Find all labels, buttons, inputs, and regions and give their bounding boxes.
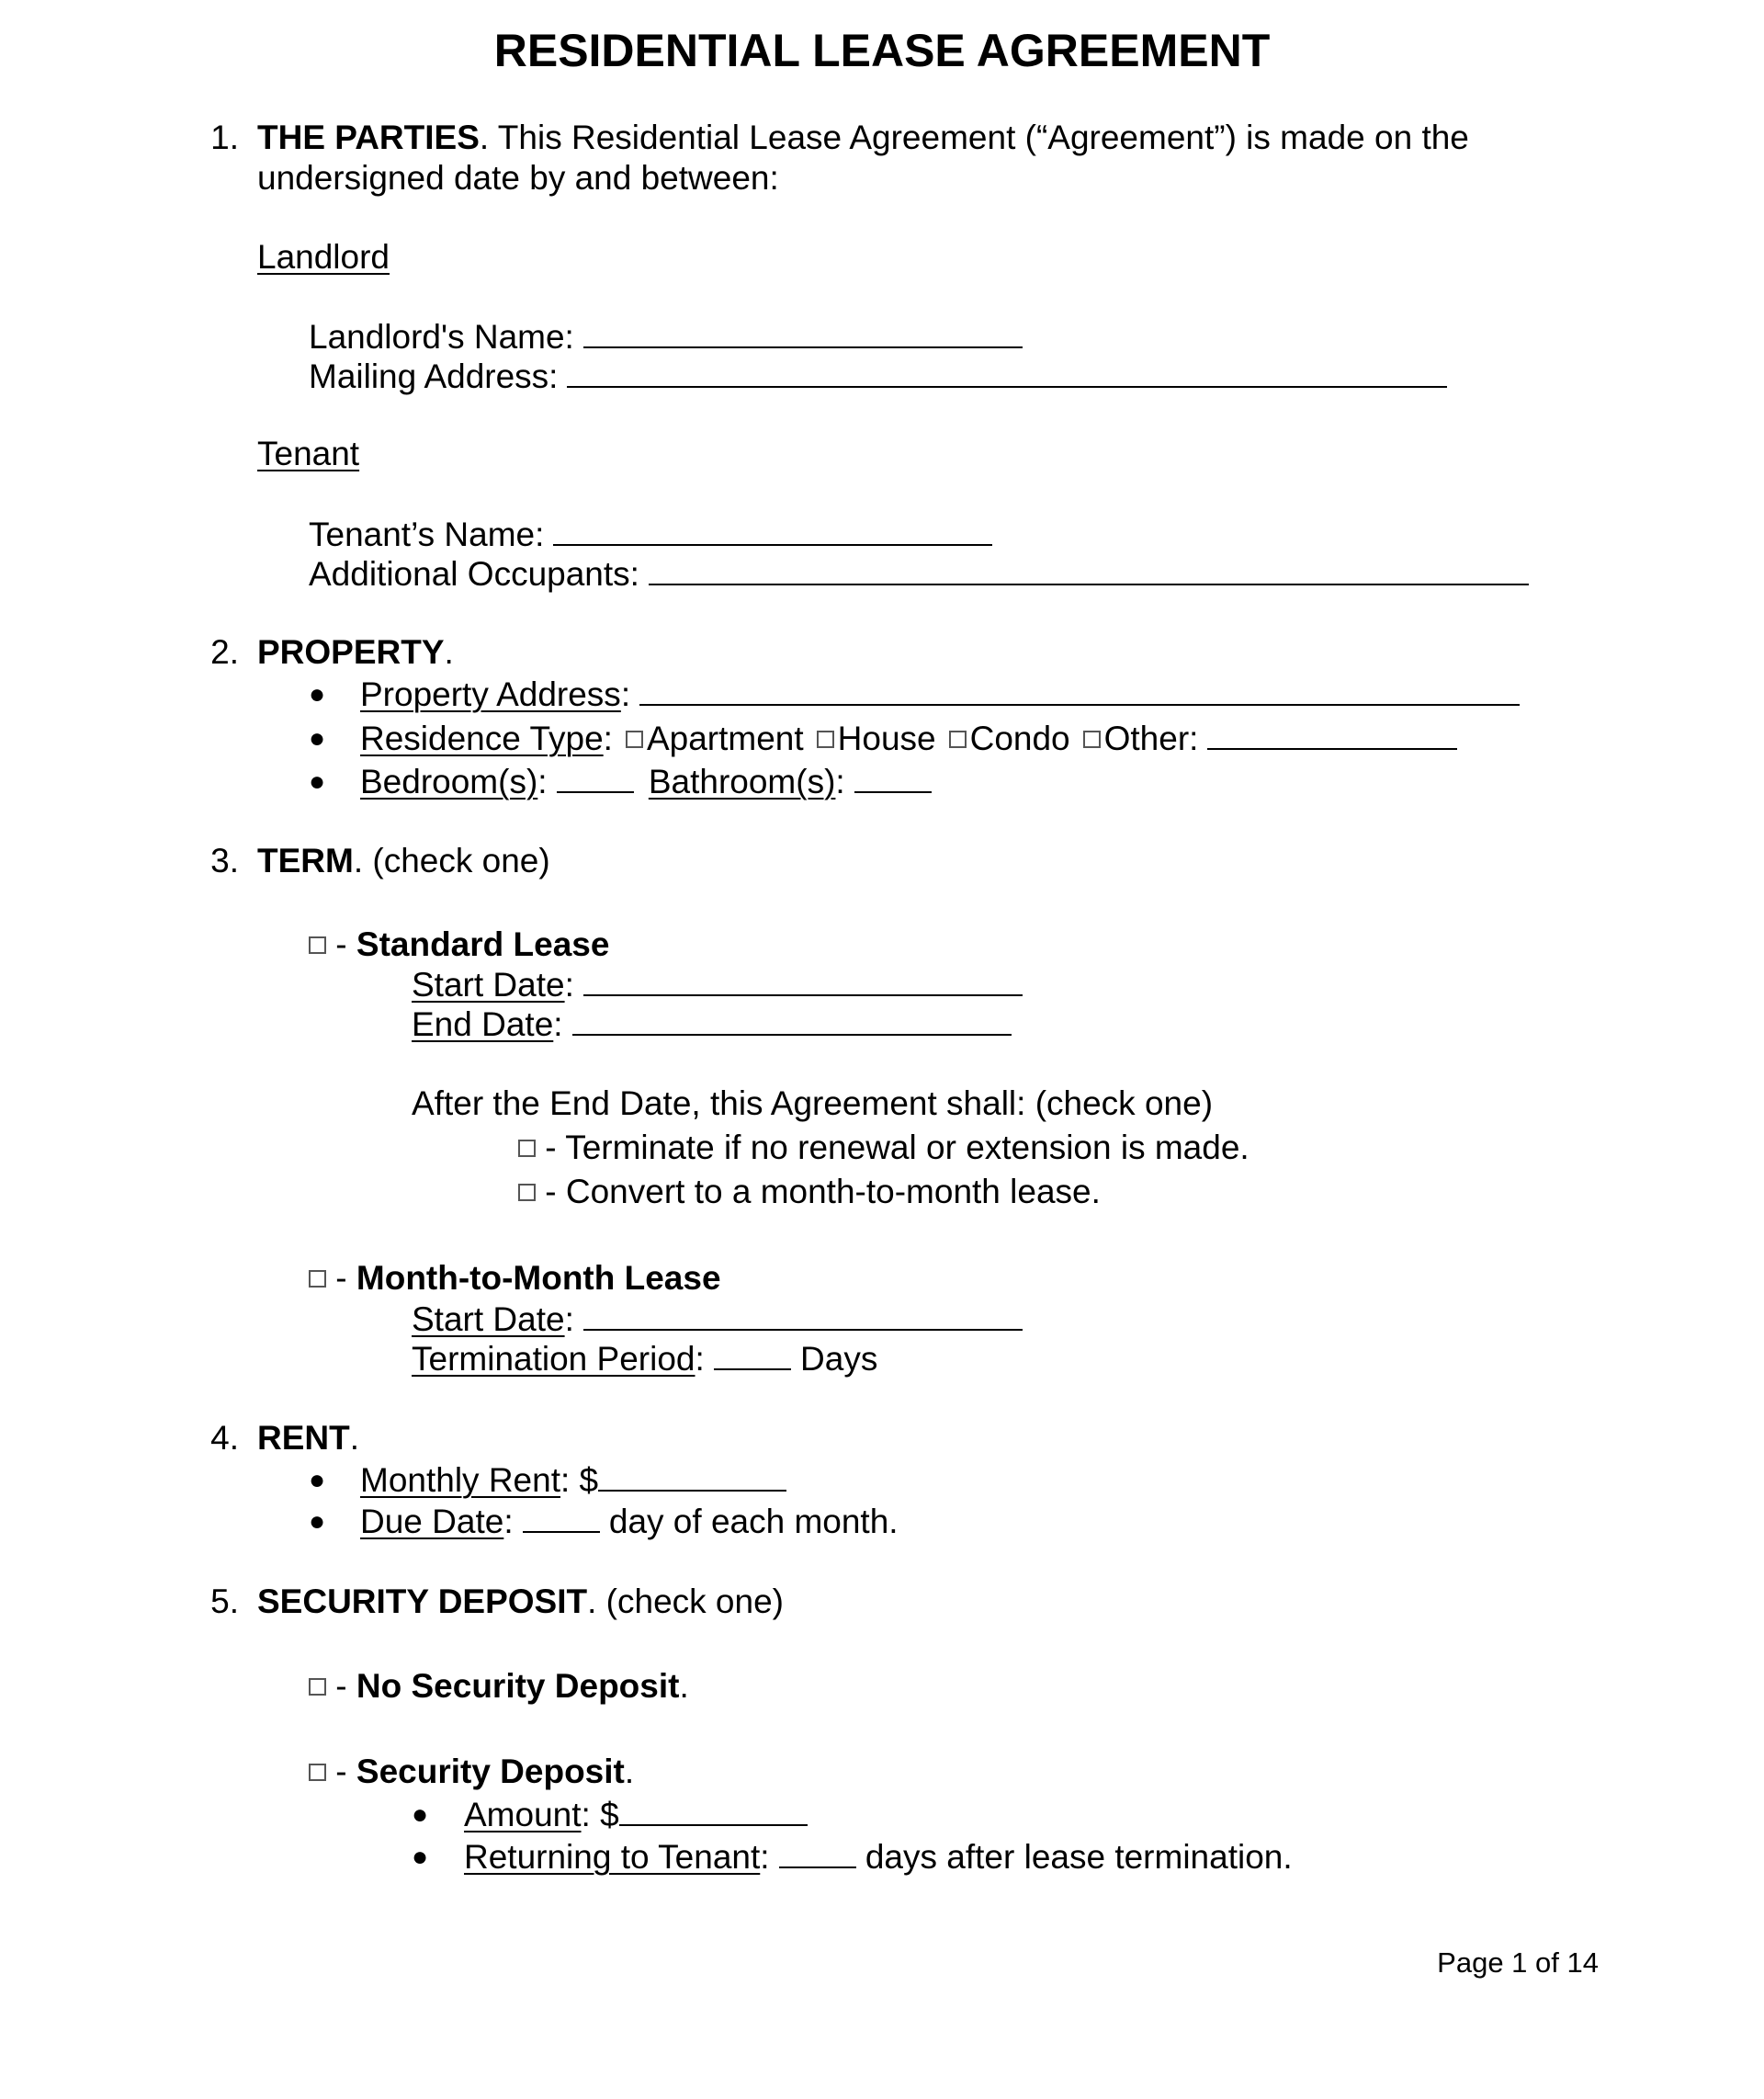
option-label: - Convert to a month-to-month lease. [536,1173,1101,1210]
tenant-name-row [309,515,992,555]
mailing-address-row [309,357,1447,397]
option-label: Month-to-Month Lease [356,1259,721,1297]
section-heading: THE PARTIES [257,119,480,156]
returning-days-blank[interactable] [779,1839,856,1868]
landlord-name-blank[interactable] [583,319,1023,348]
start-date-blank[interactable] [583,967,1023,996]
occupants-row [309,554,1529,595]
section5-heading-row: SECURITY DEPOSIT. (check one) [257,1583,784,1620]
checkbox-house[interactable] [817,731,834,748]
section4-heading-row: RENT. [257,1419,360,1457]
security-deposit-row: - Security Deposit. [309,1752,634,1792]
section2-heading-row: PROPERTY. [257,633,454,671]
section1-intro-line2: undersigned date by and between: [257,159,779,197]
returning-suffix: days after lease termination. [865,1838,1293,1876]
field-label: Additional Occupants: [309,555,639,593]
field-label: Bathroom(s) [648,763,836,800]
bedrooms-blank[interactable] [557,764,634,793]
monthly-rent-row: Monthly Rent: $ [360,1460,786,1501]
page-number: Page 1 of 14 [1437,1946,1599,1979]
checkbox-other[interactable] [1083,731,1101,748]
option-label: Condo [969,720,1070,757]
option-label: Security Deposit [356,1753,625,1790]
checkbox-month-to-month[interactable] [309,1270,326,1288]
option-label: Apartment [646,720,804,757]
section-number: 4. [210,1419,239,1457]
landlord-heading: Landlord [257,238,390,276]
monthly-rent-blank[interactable] [598,1462,786,1492]
field-label: Tenant’s Name: [309,516,545,553]
residence-type-row: Residence Type: Apartment House Condo Other: [360,719,1457,759]
bathrooms-blank[interactable] [854,764,932,793]
tenant-heading: Tenant [257,435,360,472]
option-label: Standard Lease [356,925,610,963]
no-deposit-row: - No Security Deposit. [309,1666,689,1707]
section-heading: RENT [257,1419,350,1457]
end-date-row: End Date: [412,1004,1012,1045]
landlord-name-row [309,317,1023,357]
field-label: Due Date [360,1503,504,1540]
option-label: - Terminate if no renewal or extension is made. [536,1129,1250,1166]
deposit-amount-blank[interactable] [619,1797,808,1826]
checkbox-terminate[interactable] [518,1140,536,1157]
rooms-row: Bedroom(s): Bathroom(s): [360,762,932,802]
terminate-row [518,1128,1250,1168]
bullet-icon: ● [309,723,326,754]
section-heading: PROPERTY [257,633,445,671]
start-date-row: Start Date: [412,965,1023,1005]
other-type-blank[interactable] [1207,720,1457,750]
mtm-start-date-blank[interactable] [583,1301,1023,1331]
field-label: Monthly Rent [360,1461,560,1499]
section-number: 3. [210,842,239,879]
section3-heading-row: TERM. (check one) [257,842,550,879]
checkbox-security-deposit[interactable] [309,1764,326,1781]
occupants-blank[interactable] [649,556,1529,585]
option-label: No Security Deposit [356,1667,680,1705]
field-label: End Date [412,1005,554,1043]
field-label: Mailing Address: [309,357,559,395]
section-heading: SECURITY DEPOSIT [257,1583,588,1620]
field-label: Landlord's Name: [309,318,574,356]
mtm-start-date-row: Start Date: [412,1299,1023,1340]
deposit-amount-row: Amount: $ [464,1795,808,1835]
bullet-icon: ● [309,766,326,797]
bullet-icon: ● [309,679,326,709]
field-label: Bedroom(s) [360,763,538,800]
month-to-month-row: - Month-to-Month Lease [309,1258,721,1299]
field-label: Start Date [412,966,565,1004]
option-label: Other: [1103,720,1199,757]
property-address-blank[interactable] [639,676,1520,706]
field-label: Termination Period [412,1340,695,1378]
checkbox-convert[interactable] [518,1184,536,1201]
section1-intro [257,118,1469,158]
after-end-date-text: After the End Date, this Agreement shall: (check one) [412,1084,1214,1122]
standard-lease-row: - Standard Lease [309,925,609,965]
convert-row [518,1172,1101,1212]
returning-row: Returning to Tenant: days after lease termination. [464,1838,1293,1876]
field-label: Amount [464,1796,582,1833]
termination-period-blank[interactable] [714,1341,791,1370]
termination-period-row: Termination Period: Days [412,1340,878,1378]
section-number: 5. [210,1583,239,1620]
checkbox-condo[interactable] [949,731,967,748]
section-text: . This Residential Lease Agreement (“Agreement”) is made on the [479,119,1469,156]
due-date-blank[interactable] [523,1503,600,1533]
field-label: Residence Type [360,720,604,757]
section-number: 1. [210,119,239,156]
field-label: Start Date [412,1300,565,1338]
field-label: Returning to Tenant [464,1838,761,1876]
bullet-icon: ● [412,1842,429,1872]
checkbox-standard-lease[interactable] [309,936,326,954]
bullet-icon: ● [309,1506,326,1537]
tenant-name-blank[interactable] [553,516,992,546]
field-label: Property Address [360,675,621,713]
section-heading: TERM [257,842,354,879]
document-title: RESIDENTIAL LEASE AGREEMENT [493,25,1271,76]
days-label: Days [800,1340,878,1378]
end-date-blank[interactable] [572,1006,1012,1036]
bullet-icon: ● [412,1799,429,1830]
mailing-address-blank[interactable] [567,358,1447,388]
property-address-row: Property Address: [360,675,1520,715]
bullet-icon: ● [309,1465,326,1495]
due-date-suffix: day of each month. [608,1503,899,1540]
checkbox-apartment[interactable] [626,731,643,748]
section-number: 2. [210,633,239,671]
checkbox-no-deposit[interactable] [309,1678,326,1696]
due-date-row: Due Date: day of each month. [360,1503,899,1540]
option-label: House [837,720,936,757]
